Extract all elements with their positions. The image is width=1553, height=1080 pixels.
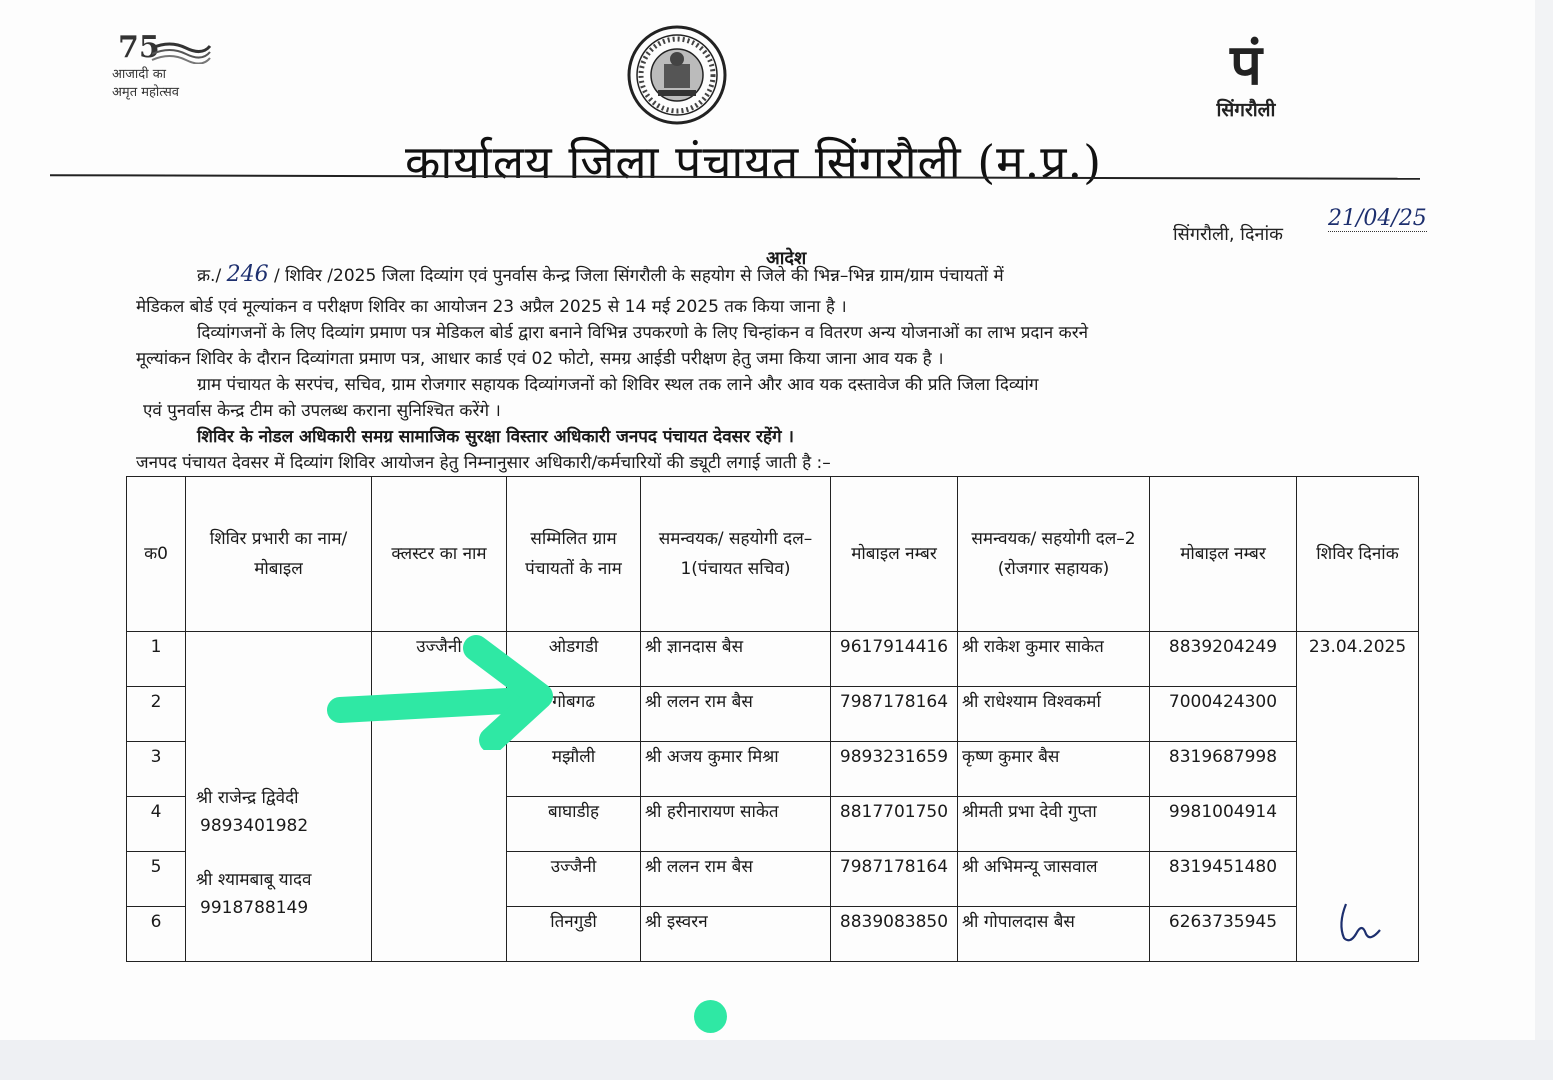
- cell-mobile1: 8817701750: [831, 797, 958, 852]
- cell-sn: 6: [127, 907, 186, 962]
- state-emblem-icon: [626, 24, 728, 126]
- district-logo: [1186, 33, 1306, 128]
- cell-panchayat: तिनगुडी: [507, 907, 641, 962]
- header-team1: समन्वयक/ सहयोगी दल–1(पंचायत सचिव): [641, 477, 831, 632]
- para5-duty: जनपद पंचायत देवसर में दिव्यांग शिविर आयोजन हेतु निम्नानुसार अधिकारी/कर्मचारियों की ड्यूटी लगाई जाती है :–: [136, 453, 831, 473]
- cell-cluster: उज्जैनी: [372, 632, 507, 962]
- cell-panchayat: बाघाडीह: [507, 797, 641, 852]
- header-camp-date: शिविर दिनांक: [1297, 477, 1419, 632]
- page-edge: [1535, 0, 1553, 1040]
- camp-date: 23.04.2025: [1308, 637, 1407, 657]
- district-logo-mark: पं: [1230, 33, 1262, 98]
- cell-mobile1: 7987178164: [831, 687, 958, 742]
- cell-panchayat: ओडगडी: [507, 632, 641, 687]
- cell-panchayat: मझौली: [507, 742, 641, 797]
- cell-team1: श्री ललन राम बैस: [641, 687, 831, 742]
- order-ref-line: [197, 262, 1004, 287]
- ref-number: 246: [226, 262, 269, 287]
- cell-sn: 4: [127, 797, 186, 852]
- header-team2: समन्वयक/ सहयोगी दल–2 (रोजगार सहायक): [958, 477, 1150, 632]
- para2-line2: मूल्यांकन शिविर के दौरान दिव्यांगता प्रमाण पत्र, आधार कार्ड एवं 02 फोटो, समग्र आईडी परीक्षण हेतु जमा किया जाना आव यक है ।: [136, 349, 944, 369]
- para1-line2: मेडिकल बोर्ड एवं मूल्यांकन व परीक्षण शिविर का आयोजन 23 अप्रैल 2025 से 14 मई 2025 तक किया जाना है ।: [136, 297, 847, 317]
- incharge-mobile: 9893401982: [200, 816, 309, 836]
- cell-team2: श्री अभिमन्यू जासवाल: [958, 852, 1150, 907]
- azadi-line2: अमृत महोत्सव: [112, 85, 180, 100]
- cell-team2: कृष्ण कुमार बैस: [958, 742, 1150, 797]
- duty-table: [126, 476, 1419, 962]
- cell-sn: 5: [127, 852, 186, 907]
- cell-mobile1: 9617914416: [831, 632, 958, 687]
- cell-team2: श्री राधेश्याम विश्वकर्मा: [958, 687, 1150, 742]
- cell-sn: 1: [127, 632, 186, 687]
- para3-line1: ग्राम पंचायत के सरपंच, सचिव, ग्राम रोजगार सहायक दिव्यांगजनों को शिविर स्थल तक लाने और आव यक दस्तावेज की प्रति जिला दिव्यांग: [197, 375, 1039, 395]
- cell-mobile1: 8839083850: [831, 907, 958, 962]
- cell-mobile2: 8319451480: [1150, 852, 1297, 907]
- cell-team1: श्री ललन राम बैस: [641, 852, 831, 907]
- highlight-dot: [694, 1000, 727, 1033]
- cell-mobile1: 7987178164: [831, 852, 958, 907]
- header-incharge: शिविर प्रभारी का नाम/ मोबाइल: [186, 477, 372, 632]
- district-logo-text: सिंगरौली: [1216, 99, 1276, 121]
- header-mobile2: मोबाइल नम्बर: [1150, 477, 1297, 632]
- office-title: कार्यालय जिला पंचायत सिंगरौली (म.प्र.): [405, 135, 1103, 189]
- azadi-number: 75: [118, 30, 160, 65]
- incharge-mobile: 9918788149: [200, 898, 309, 918]
- cell-team1: श्री अजय कुमार मिश्रा: [641, 742, 831, 797]
- header-cluster: क्लस्टर का नाम: [372, 477, 507, 632]
- cell-team1: श्री हरीनारायण साकेत: [641, 797, 831, 852]
- incharge-name: श्री श्यामबाबू यादव: [196, 870, 312, 890]
- cell-team2: श्री गोपालदास बैस: [958, 907, 1150, 962]
- cell-mobile2: 8319687998: [1150, 742, 1297, 797]
- cell-team2: श्री राकेश कुमार साकेत: [958, 632, 1150, 687]
- cell-mobile2: 8839204249: [1150, 632, 1297, 687]
- cell-panchayat: गोबगढ: [507, 687, 641, 742]
- ref-suffix: / शिविर /2025: [274, 266, 377, 286]
- incharge-name: श्री राजेन्द्र द्विवेदी: [196, 788, 299, 808]
- table-header-row: [127, 477, 1419, 632]
- highlight-arrow-icon: [326, 630, 566, 750]
- cell-team1: श्री ज्ञानदास बैस: [641, 632, 831, 687]
- table-row: [127, 632, 1419, 687]
- para3-line2: एवं पुनर्वास केन्द्र टीम को उपलब्ध कराना सुनिश्चित करेंगे ।: [143, 401, 501, 421]
- cell-mobile2: 7000424300: [1150, 687, 1297, 742]
- cell-team1: श्री इस्वरन: [641, 907, 831, 962]
- flag-wave-icon: [150, 40, 212, 64]
- para4-nodal: शिविर के नोडल अधिकारी समग्र सामाजिक सुरक्षा विस्तार अधिकारी जनपद पंचायत देवसर रहेंगे ।: [197, 427, 794, 447]
- cell-panchayat: उज्जैनी: [507, 852, 641, 907]
- para1-line1: जिला दिव्यांग एवं पुनर्वास केन्द्र जिला सिंगरौली के सहयोग से जिले की भिन्न–भिन्न ग्राम/ग्राम पंचायतों में: [381, 266, 1004, 286]
- cell-team2: श्रीमती प्रभा देवी गुप्ता: [958, 797, 1150, 852]
- ref-prefix: क्र./: [197, 266, 222, 286]
- cell-sn: 2: [127, 687, 186, 742]
- order-heading: आदेश: [766, 248, 807, 269]
- signature-icon: [1336, 900, 1386, 946]
- handwritten-date: 21/04/25: [1328, 206, 1427, 231]
- cell-mobile2: 9981004914: [1150, 797, 1297, 852]
- date-label: सिंगरौली, दिनांक: [1173, 224, 1283, 245]
- azadi-logo: [108, 30, 228, 102]
- background-strip: [0, 1040, 1553, 1080]
- cell-mobile2: 6263735945: [1150, 907, 1297, 962]
- cell-sn: 3: [127, 742, 186, 797]
- cell-mobile1: 9893231659: [831, 742, 958, 797]
- header-panchayat: सम्मिलित ग्राम पंचायतों के नाम: [507, 477, 641, 632]
- azadi-line1: आजादी का: [112, 67, 167, 82]
- para2-line1: दिव्यांगजनों के लिए दिव्यांग प्रमाण पत्र मेडिकल बोर्ड द्वारा बनाने विभिन्न उपकरणो के लिए चिन्हांकन व वितरण अन्य योजनाओं का लाभ प्रदान करने: [197, 323, 1089, 343]
- header-sn: क0: [127, 477, 186, 632]
- header-mobile1: मोबाइल नम्बर: [831, 477, 958, 632]
